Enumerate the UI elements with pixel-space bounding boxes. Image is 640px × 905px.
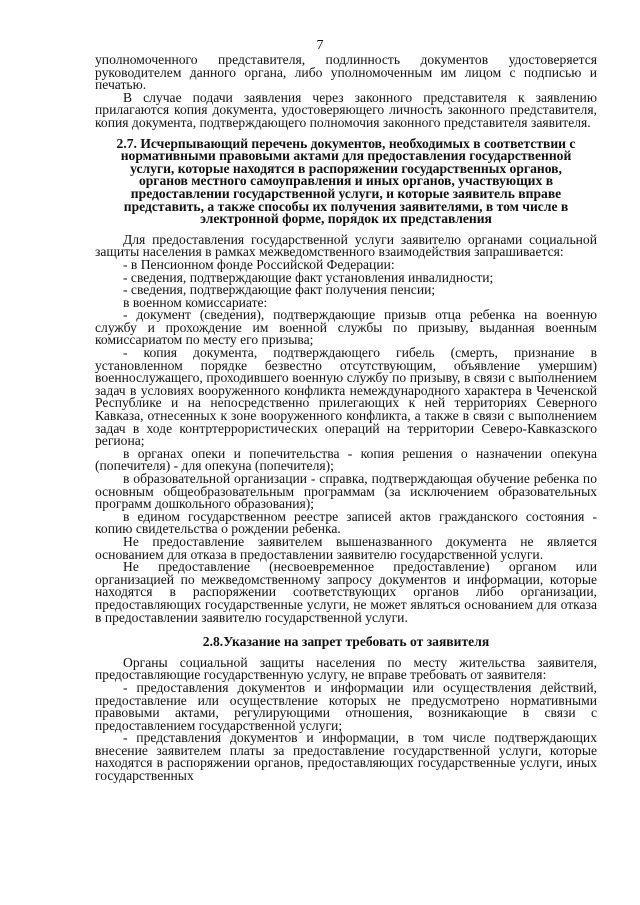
list-item: - копия документа, подтверждающего гибель (смерть, признание в установленном порядке безвестно отсутствующим, объявление умершим) военнослужащего, проходившего военную службу по призыву, в связи с выполнением задач в условиях вооруженного конфликта немеждународного характера в Чеченской Республике и на непосредственно прилегающих к ней территориях Северного Кавказа, отнесенных к зоне вооруженного конфликта, а также в связи с выполнением задач в ходе контртеррористических операций на территории Северо-Кавказского региона; — [95, 345, 597, 449]
paragraph: Органы социальной защиты населения по месту жительства заявителя, предоставляющие государственную услугу, не вправе требовать от заявителя: — [95, 654, 597, 683]
paragraph: В случае подачи заявления через законного представителя к заявлению прилагаются копия документа, удостоверяющего личность законного представителя, копия документа, подтверждающего полномочия законного представителя заявителя. — [95, 89, 597, 130]
paragraph: Не предоставление (несвоевременное предоставление) органом или организацией по межведомственному запросу документов и информации, которые находятся в распоряжении соответствующих органов либо организации, предоставляющих государственные услуги, не может являться основанием для отказа в предоставлении заявителю государственной услуги. — [95, 559, 597, 625]
paragraph: в едином государственном реестре записей актов гражданского состояния - копию свидетельства о рождении ребенка. — [95, 508, 597, 537]
document-body — [95, 54, 597, 783]
list-item: - сведения, подтверждающие факт получения пенсии; — [123, 282, 436, 298]
list-item: - представления документов и информации, в том числе подтверждающих внесение заявителем платы за предоставление государственной услуги, которые находятся в распоряжении органов, предоставляющих государственные услуги, иных государственных — [95, 730, 597, 784]
paragraph: в органах опеки и попечительства - копия решения о назначении опекуна (попечителя) - для опекуна (попечителя); — [95, 445, 597, 474]
paragraph: в образовательной организации - справка, подтверждающая обучение ребенка по основным общеобразовательным программам (за исключением образовательных программ дошкольного образования); — [95, 471, 597, 512]
section-heading-2-8: 2.8.Указание на запрет требовать от заявителя — [202, 634, 490, 650]
section-heading-2-7: 2.7. Исчерпывающий перечень документов, необходимых в соответствии с нормативными правовыми актами для предоставления государственной услуги, которые находятся в распоряжении государственных органов, органов местного самоуправления и иных органов, участвующих в предоставлении государственной услуги, и которые заявитель вправе представить, а также способы их получения заявителями, в том числе в электронной форме, порядок их представления — [116, 135, 576, 227]
list-item: - в Пенсионном фонде Российской Федерации: — [123, 256, 395, 272]
page-number: 7 — [316, 38, 324, 53]
paragraph: Не предоставление заявителем вышеназванного документа не является основанием для отказа в предоставлении заявителю государственной услуги. — [95, 533, 597, 562]
list-item: - сведения, подтверждающие факт установления инвалидности; — [123, 269, 494, 285]
list-item: - предоставления документов и информации или осуществления действий, предоставление или осуществление которых не предусмотрено нормативными правовыми актами, регулирующими отношения, возникающие в связи с предоставлением государственной услуги; — [95, 679, 597, 733]
paragraph: Для предоставления государственной услуги заявителю органами социальной защиты населения в рамках межведомственного взаимодействия запрашивается: — [95, 231, 597, 260]
paragraph: в военном комиссариате: — [123, 294, 268, 310]
list-item: - документ (сведения), подтверждающие призыв отца ребенка на военную службу и прохождение им военной службы по призыву, выданная военным комиссариатом по месту его призыва; — [95, 307, 597, 348]
paragraph: уполномоченного представителя, подлинность документов удостоверяется руководителем данного органа, либо уполномоченным им лицом с подписью и печатью. — [95, 52, 597, 93]
